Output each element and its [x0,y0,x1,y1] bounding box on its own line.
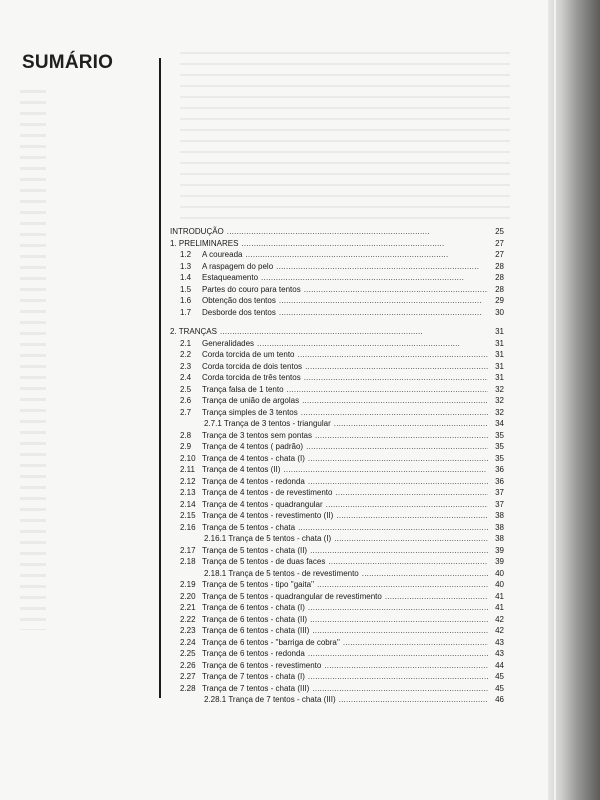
toc-entry [170,326,504,338]
toc-dot-leader [306,441,488,453]
toc-dot-leader [305,361,488,373]
toc-dot-leader [245,249,488,261]
toc-entry [170,384,504,396]
toc-entry-title: Trança de 5 tentos - chata (II) [202,545,308,555]
toc-entry-number: 2.28 [180,683,196,693]
toc-entry [170,694,504,706]
toc-entry-number: 2.13 [180,488,196,497]
toc-entry-page: 43 [495,649,504,658]
vertical-rule [159,58,161,698]
toc-entry-title: 2. TRANÇAS [170,327,217,336]
toc-entry [170,568,504,580]
toc-entry-page: 36 [495,465,504,474]
toc-entry-page: 40 [495,568,504,578]
toc-entry-number: 2.17 [180,545,196,555]
toc-entry-number: 2.25 [180,649,196,658]
toc-entry-title: Trança de 4 tentos ( padrão) [202,442,304,451]
toc-dot-leader [334,533,488,545]
toc-entry [170,545,504,557]
toc-entry-title: Trança de 3 tentos sem pontas [202,430,312,440]
toc-entry-page: 28 [495,284,504,294]
toc-entry [170,683,504,695]
toc-dot-leader [312,625,488,637]
toc-dot-leader [343,637,488,649]
toc-entry-page: 28 [495,273,504,282]
toc-entry-number: 1.5 [180,284,192,294]
toc-entry-number: 2.5 [180,384,192,394]
toc-dot-leader [298,349,489,361]
toc-entry-title: Obtenção dos tentos [202,296,276,305]
toc-entry-page: 25 [495,227,504,236]
toc-entry [170,261,504,273]
toc-entry-title: Trança de 5 tentos - chata [202,522,296,532]
toc-entry-title: A coureada [202,250,243,259]
toc-dot-leader [308,453,488,465]
toc-entry-title: Trança de 6 tentos - ''barriga de cobra'' [202,637,340,647]
toc-entry [170,671,504,683]
toc-entry-number: 1.7 [180,307,192,317]
toc-entry-number: 2.22 [180,614,196,624]
toc-entry-title: Trança de 6 tentos - redonda [202,649,305,658]
toc-entry-title: Trança de 6 tentos - chata (III) [202,626,310,635]
toc-entry-title: 2.16.1 Trança de 5 tentos - chata (I) [204,534,332,543]
toc-entry-page: 42 [495,626,504,635]
toc-entry [170,591,504,603]
bleed-through-text [180,52,510,222]
toc-entry [170,487,504,499]
toc-dot-leader [315,430,488,442]
toc-entry-page: 34 [495,419,504,428]
toc-entry-number: 2.21 [180,603,196,612]
toc-entry [170,499,504,511]
toc-entry-page: 36 [495,476,504,486]
toc-entry-title: Trança de 6 tentos - chata (I) [202,603,305,612]
toc-entry [170,637,504,649]
toc-entry-page: 45 [495,683,504,693]
toc-dot-leader [298,522,488,534]
toc-dot-leader [308,671,488,683]
toc-entry-number: 2.27 [180,672,196,681]
toc-entry-page: 45 [495,672,504,681]
toc-entry [170,395,504,407]
toc-entry-title: Partes do couro para tentos [202,284,301,294]
toc-dot-leader [310,545,488,557]
toc-entry [170,660,504,672]
toc-entry-number: 2.1 [180,338,192,348]
page-title: SUMÁRIO [22,52,114,73]
toc-entry-number: 2.18 [180,557,196,566]
toc-entry-title: Generalidades [202,338,255,348]
toc-entry-page: 27 [495,238,504,248]
toc-dot-leader [324,660,488,672]
toc-entry-number: 2.2 [180,350,192,359]
toc-entry-title: 1. PRELIMINARES [170,238,239,248]
toc-dot-leader [257,338,488,350]
toc-entry [170,556,504,568]
toc-entry [170,295,504,307]
toc-dot-leader [326,499,488,511]
toc-entry-page: 39 [495,545,504,555]
toc-entry-title: Corda torcida de três tentos [202,373,301,382]
toc-entry-title: A raspagem do pelo [202,261,274,271]
toc-entry-title: Trança de 4 tentos (II) [202,465,281,474]
toc-entry-page: 32 [495,407,504,417]
toc-entry [170,533,504,545]
toc-entry-title: Trança de 4 tentos - quadrangular [202,499,323,509]
toc-entry [170,249,504,261]
toc-entry [170,453,504,465]
toc-entry [170,226,504,238]
toc-entry-number: 2.3 [180,361,192,371]
toc-entry-title: Estaqueamento [202,273,259,282]
toc-dot-leader [287,384,488,396]
bleed-through-left [20,90,46,630]
toc-dot-leader [302,395,488,407]
toc-entry [170,476,504,488]
toc-entry-number: 2.4 [180,373,192,382]
toc-entry-number: 2.7 [180,407,192,417]
toc-entry-title: Trança de 5 tentos - de duas faces [202,557,326,566]
toc-entry-number: 2.11 [180,465,195,474]
table-of-contents [170,226,504,706]
toc-entry [170,510,504,522]
toc-entry-page: 44 [495,660,504,670]
toc-entry-page: 38 [495,534,504,543]
toc-entry-page: 37 [495,499,504,509]
toc-dot-leader [335,487,488,499]
toc-dot-leader [301,407,488,419]
toc-entry-page: 31 [495,338,504,348]
toc-entry-number: 2.20 [180,591,196,601]
toc-entry-title: Trança de 7 tentos - chata (III) [202,683,310,693]
toc-entry-title: Trança de 4 tentos - chata (I) [202,453,305,463]
toc-entry-title: Trança de 4 tentos - de revestimento [202,488,333,497]
toc-entry-page: 42 [495,614,504,624]
toc-entry-number: 2.8 [180,430,192,440]
toc-entry-title: Trança de 4 tentos - revestimento (II) [202,511,334,520]
toc-entry-page: 30 [495,307,504,317]
scan-page-edge [548,0,600,800]
toc-dot-leader [304,372,488,384]
toc-entry-number: 1.4 [180,273,192,282]
toc-entry-page: 35 [495,430,504,440]
toc-entry-page: 31 [495,373,504,382]
toc-entry [170,372,504,384]
toc-dot-leader [334,418,488,430]
toc-entry [170,430,504,442]
toc-dot-leader [279,307,488,319]
toc-entry-title: 2.18.1 Trança de 5 tentos - de revestimento [204,568,359,578]
toc-entry-title: Desborde dos tentos [202,307,276,317]
toc-entry-title: Trança de 6 tentos - chata (II) [202,614,308,624]
toc-entry-page: 28 [495,261,504,271]
toc-entry [170,272,504,284]
toc-entry [170,238,504,250]
toc-entry-page: 38 [495,522,504,532]
toc-dot-leader [310,614,488,626]
toc-entry-title: INTRODUÇÃO [170,227,224,236]
toc-dot-leader [308,476,488,488]
toc-entry [170,307,504,319]
toc-entry-page: 41 [495,591,504,601]
toc-entry-page: 31 [495,327,504,336]
toc-entry [170,338,504,350]
toc-entry-page: 43 [495,637,504,647]
toc-entry [170,602,504,614]
toc-dot-leader [336,510,488,522]
toc-entry [170,349,504,361]
toc-entry [170,648,504,660]
toc-entry-page: 31 [495,361,504,371]
toc-entry-title: Trança de 7 tentos - chata (I) [202,672,305,681]
toc-entry-page: 38 [495,511,504,520]
toc-dot-leader [261,272,488,284]
toc-entry-title: 2.7.1 Trança de 3 tentos - triangular [204,419,331,428]
toc-entry [170,464,504,476]
toc-entry [170,625,504,637]
toc-entry-page: 46 [495,695,504,704]
toc-dot-leader [308,648,488,660]
toc-dot-leader [317,579,488,591]
toc-dot-leader [276,261,488,273]
toc-entry-number: 1.3 [180,261,192,271]
toc-entry-number: 2.16 [180,522,196,532]
toc-entry-number: 2.24 [180,637,196,647]
toc-entry [170,579,504,591]
toc-entry-page: 32 [495,384,504,394]
toc-entry-number: 2.19 [180,580,196,589]
toc-dot-leader [227,226,488,238]
toc-dot-leader [339,694,488,706]
toc-entry-title: Trança de 4 tentos - redonda [202,476,305,486]
toc-dot-leader [308,602,488,614]
toc-entry-number: 2.14 [180,499,196,509]
toc-entry-title: Trança falsa de 1 tento [202,384,284,394]
toc-entry-title: 2.28.1 Trança de 7 tentos - chata (III) [204,695,336,704]
toc-entry-page: 35 [495,442,504,451]
toc-entry [170,284,504,296]
toc-entry-number: 1.6 [180,296,192,305]
toc-entry-page: 29 [495,296,504,305]
toc-entry [170,614,504,626]
toc-entry-title: Trança de 5 tentos - tipo ''gaita'' [202,580,315,589]
toc-dot-leader [241,238,488,250]
toc-entry [170,522,504,534]
toc-entry [170,407,504,419]
toc-entry-page: 40 [495,580,504,589]
toc-entry-page: 41 [495,603,504,612]
toc-dot-leader [304,284,488,296]
toc-dot-leader [362,568,488,580]
toc-entry-number: 2.9 [180,442,192,451]
toc-entry [170,361,504,373]
toc-entry-page: 31 [495,350,504,359]
toc-entry-number: 2.23 [180,626,196,635]
toc-entry-title: Trança de união de argolas [202,396,300,405]
toc-entry-number: 2.26 [180,660,196,670]
toc-entry-title: Trança de 5 tentos - quadrangular de revestimento [202,591,382,601]
toc-entry-title: Trança de 6 tentos - revestimento [202,660,322,670]
toc-entry-title: Corda torcida de dois tentos [202,361,303,371]
toc-entry-page: 35 [495,453,504,463]
toc-entry-number: 2.15 [180,511,196,520]
toc-entry-number: 2.6 [180,396,192,405]
toc-entry-number: 2.10 [180,453,196,463]
toc-dot-leader [385,591,488,603]
toc-dot-leader [312,683,488,695]
toc-entry-title: Corda torcida de um tento [202,350,295,359]
toc-entry [170,418,504,430]
toc-entry-number: 1.2 [180,250,192,259]
toc-dot-leader [328,556,488,568]
toc-dot-leader [283,464,488,476]
toc-dot-leader [279,295,488,307]
toc-entry-page: 39 [495,557,504,566]
toc-entry-page: 32 [495,396,504,405]
toc-entry-number: 2.12 [180,476,196,486]
toc-dot-leader [220,326,488,338]
toc-entry [170,441,504,453]
toc-entry-title: Trança simples de 3 tentos [202,407,298,417]
toc-entry-page: 27 [495,250,504,259]
toc-entry-page: 37 [495,488,504,497]
